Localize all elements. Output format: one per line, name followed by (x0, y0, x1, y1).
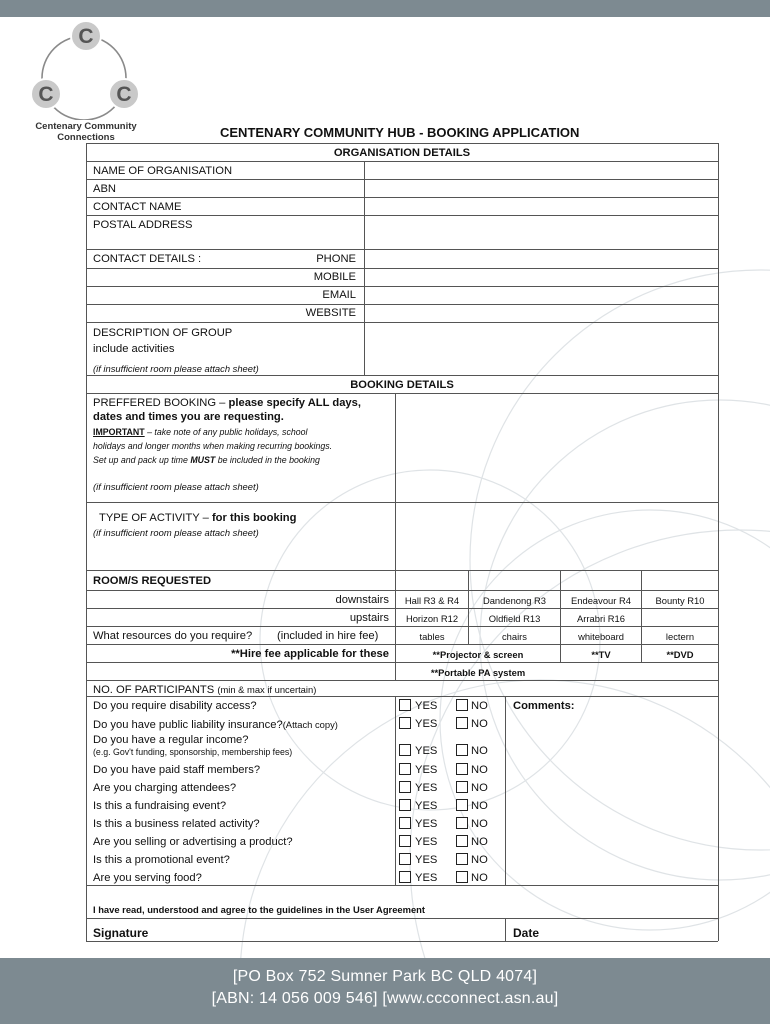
important-note (93, 426, 308, 439)
question-regular-income-note: (e.g. Gov't funding, sponsorship, membership fees) (93, 747, 293, 757)
question-charging-attendees: Are you charging attendees? (93, 782, 237, 794)
setup-text: Set up and pack up time (93, 455, 191, 465)
no-label: NO (471, 782, 488, 794)
no-label: NO (471, 854, 488, 866)
question-liability-text: Do you have public liability insurance? (93, 719, 283, 731)
logo-letter-c: C (78, 25, 94, 48)
rule (395, 696, 396, 885)
upstairs-label: upstairs (349, 612, 389, 624)
logo-text (30, 121, 142, 143)
resource-option-pa-system[interactable]: **Portable PA system (430, 667, 526, 678)
comments-label: Comments: (513, 700, 575, 712)
ccc-logo (24, 20, 149, 120)
important-note-line2: holidays and longer months when making recurring bookings. (93, 441, 333, 451)
yes-checkbox[interactable] (399, 799, 411, 811)
no-label: NO (471, 818, 488, 830)
type-of-activity-field[interactable] (396, 503, 717, 569)
yes-checkbox[interactable] (399, 699, 411, 711)
website-field[interactable] (365, 305, 717, 321)
participants-text: NO. OF PARTICIPANTS (93, 684, 215, 696)
rule (86, 918, 718, 919)
page-title: CENTENARY COMMUNITY HUB - BOOKING APPLICATION (220, 125, 580, 140)
downstairs-label: downstairs (335, 594, 389, 606)
no-label: NO (471, 764, 488, 776)
phone-label: PHONE (316, 253, 356, 265)
rule (86, 608, 718, 609)
yes-label: YES (415, 800, 438, 812)
contact-name-label: CONTACT NAME (93, 201, 182, 213)
yes-label: YES (415, 818, 438, 830)
website-label: WEBSITE (305, 307, 356, 319)
rule (86, 590, 718, 591)
important-note-line3 (93, 454, 320, 467)
rule (86, 644, 718, 645)
question-promotional-event: Is this a promotional event? (93, 854, 230, 866)
preferred-booking-label (93, 397, 361, 410)
no-checkbox[interactable] (456, 871, 468, 883)
rule (86, 375, 718, 376)
type-of-activity-emphasis: for this booking (211, 512, 297, 524)
date-field[interactable] (545, 920, 717, 940)
footer-abn-website: [ABN: 14 056 009 546] [www.ccconnect.asn.au] (211, 990, 559, 1007)
must-emphasis: MUST (190, 455, 216, 465)
no-checkbox[interactable] (456, 799, 468, 811)
yes-label: YES (415, 854, 438, 866)
no-checkbox[interactable] (456, 699, 468, 711)
question-disability-access: Do you require disability access? (93, 700, 257, 712)
rooms-requested-heading: ROOM/S REQUESTED (93, 575, 212, 587)
rule (86, 626, 718, 627)
resource-option-whiteboard[interactable]: whiteboard (578, 631, 624, 642)
description-field[interactable] (365, 323, 717, 374)
yes-label: YES (415, 782, 438, 794)
insufficient-note: (if insufficient room please attach sheet) (93, 481, 259, 492)
description-label: DESCRIPTION OF GROUP (93, 327, 233, 339)
preferred-booking-field[interactable] (396, 394, 717, 501)
no-label: NO (471, 800, 488, 812)
yes-checkbox[interactable] (399, 817, 411, 829)
rule (86, 885, 718, 886)
no-label: NO (471, 700, 488, 712)
no-label: NO (471, 836, 488, 848)
comments-field[interactable] (506, 715, 717, 884)
logo-text-line1: Centenary Community (35, 121, 137, 132)
phone-field[interactable] (365, 250, 717, 267)
no-checkbox[interactable] (456, 763, 468, 775)
yes-checkbox[interactable] (399, 871, 411, 883)
room-option-oldfield-r13[interactable]: Oldfield R13 (488, 613, 541, 624)
no-checkbox[interactable] (456, 781, 468, 793)
participants-note: (min & max if uncertain) (217, 684, 317, 695)
setup-text-end: be included in the booking (215, 455, 320, 465)
no-label: NO (471, 745, 488, 757)
org-name-field[interactable] (365, 162, 717, 178)
hire-fee-label: **Hire fee applicable for these (231, 648, 389, 660)
yes-label: YES (415, 872, 438, 884)
rule (86, 662, 718, 663)
rule (86, 143, 87, 941)
question-serving-food: Are you serving food? (93, 872, 202, 884)
no-checkbox[interactable] (456, 835, 468, 847)
contact-name-field[interactable] (365, 198, 717, 214)
type-of-activity-label (99, 512, 296, 525)
type-of-activity-lead: TYPE OF ACTIVITY – (99, 512, 212, 524)
abn-label: ABN (93, 183, 117, 195)
no-checkbox[interactable] (456, 717, 468, 729)
rule (86, 941, 718, 942)
resource-option-projector[interactable]: **Projector & screen (432, 649, 524, 660)
insufficient-note: (if insufficient room please attach sheet) (93, 363, 259, 374)
resource-option-tv[interactable]: **TV (591, 649, 611, 660)
question-business-activity: Is this a business related activity? (93, 818, 260, 830)
room-option-horizon-r12[interactable]: Horizon R12 (405, 613, 459, 624)
yes-checkbox[interactable] (399, 781, 411, 793)
rule (718, 143, 719, 941)
signature-field[interactable] (160, 920, 503, 940)
abn-field[interactable] (365, 180, 717, 196)
logo-letter-c: C (38, 83, 54, 106)
postal-address-label: POSTAL ADDRESS (93, 219, 193, 231)
footer-address: [PO Box 752 Sumner Park BC QLD 4074] (232, 968, 538, 985)
question-paid-staff: Do you have paid staff members? (93, 764, 261, 776)
description-sublabel: include activities (93, 343, 175, 355)
mobile-label: MOBILE (313, 271, 356, 283)
logo-letter-c: C (116, 83, 132, 106)
question-selling-product: Are you selling or advertising a product? (93, 836, 293, 848)
participants-label (93, 683, 316, 697)
email-label: EMAIL (322, 289, 356, 301)
no-checkbox[interactable] (456, 817, 468, 829)
email-field[interactable] (365, 287, 717, 303)
resource-option-tables[interactable]: tables (419, 631, 445, 642)
participants-field[interactable] (396, 681, 717, 695)
no-checkbox[interactable] (456, 744, 468, 756)
postal-address-field[interactable] (365, 216, 717, 248)
yes-label: YES (415, 745, 438, 757)
no-label: NO (471, 872, 488, 884)
rule (86, 143, 718, 144)
agreement-statement: I have read, understood and agree to the guidelines in the User Agreement (93, 904, 426, 915)
top-bar (0, 0, 770, 17)
preferred-booking-lead: PREFFERED BOOKING – (93, 397, 229, 409)
mobile-field[interactable] (365, 269, 717, 285)
rule (86, 570, 718, 571)
yes-checkbox[interactable] (399, 853, 411, 865)
booking-details-heading: BOOKING DETAILS (350, 379, 454, 391)
question-liability-insurance (93, 718, 338, 732)
important-label: IMPORTANT (93, 427, 145, 437)
yes-checkbox[interactable] (399, 835, 411, 847)
resources-question: What resources do you require? (93, 630, 253, 642)
preferred-booking-line2: dates and times you are requesting. (93, 411, 284, 423)
contact-details-label: CONTACT DETAILS : (93, 253, 202, 265)
no-label: NO (471, 718, 488, 730)
yes-checkbox[interactable] (399, 744, 411, 756)
room-option-bounty-r10[interactable]: Bounty R10 (655, 595, 705, 606)
resource-option-dvd[interactable]: **DVD (666, 649, 694, 660)
yes-label: YES (415, 836, 438, 848)
resources-note: (included in hire fee) (277, 630, 379, 642)
yes-label: YES (415, 700, 438, 712)
footer (0, 958, 770, 1024)
room-option-arrabri-r16[interactable]: Arrabri R16 (577, 613, 625, 624)
date-label: Date (513, 926, 540, 940)
yes-checkbox[interactable] (399, 717, 411, 729)
question-fundraising: Is this a fundraising event? (93, 800, 227, 812)
resource-option-lectern[interactable]: lectern (665, 631, 695, 642)
no-checkbox[interactable] (456, 853, 468, 865)
question-liability-note: (Attach copy) (282, 719, 338, 730)
resource-option-chairs[interactable]: chairs (501, 631, 527, 642)
org-details-heading: ORGANISATION DETAILS (333, 147, 471, 159)
rule (505, 918, 506, 941)
question-regular-income: Do you have a regular income? (93, 734, 249, 746)
important-text: – take note of any public holidays, school (144, 427, 308, 437)
room-option-endeavour-r4[interactable]: Endeavour R4 (571, 595, 631, 606)
room-option-dandenong-r3[interactable]: Dandenong R3 (482, 595, 547, 606)
room-option-hall-r3-r4[interactable]: Hall R3 & R4 (404, 595, 460, 606)
yes-label: YES (415, 764, 438, 776)
org-name-label: NAME OF ORGANISATION (93, 165, 233, 177)
insufficient-note: (if insufficient room please attach sheet) (93, 527, 259, 538)
yes-label: YES (415, 718, 438, 730)
preferred-booking-emphasis: please specify ALL days, (228, 397, 361, 409)
yes-checkbox[interactable] (399, 763, 411, 775)
signature-label: Signature (93, 926, 149, 940)
logo-text-line2: Connections (57, 132, 115, 143)
